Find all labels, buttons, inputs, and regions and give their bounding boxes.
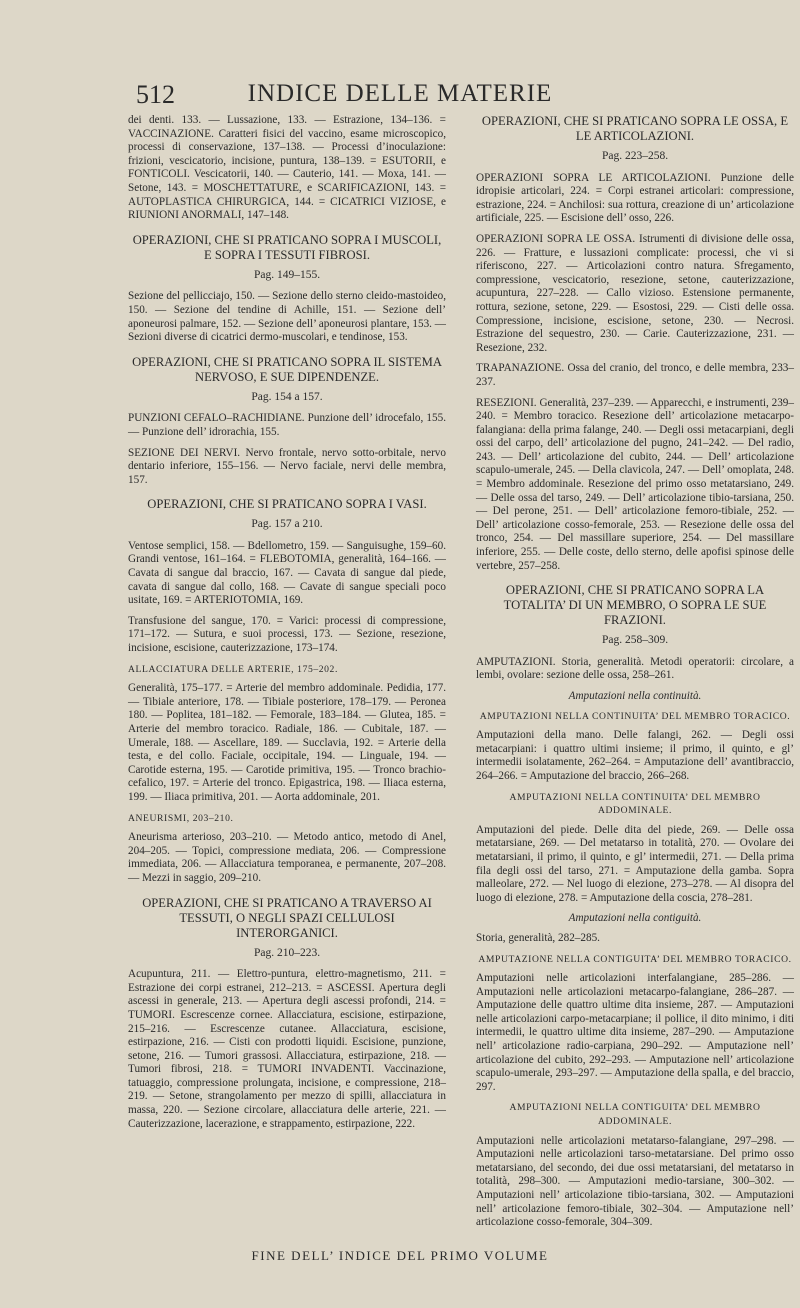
paragraph: AMPUTAZIONI. Storia, generalità. Metodi operatorii: circolare, a lembi, ovolare: sezione delle ossa, 258–261. xyxy=(476,655,794,682)
section-title: OPERAZIONI, CHE SI PRATICANO A TRAVERSO AI TESSUTI, O NEGLI SPAZI CELLULOSI INTERORGANICI. xyxy=(142,895,432,940)
paragraph: Generalità, 175–177. = Arterie del membro addominale. Pedidia, 177. — Tibiale anteriore, 178. — Tibiale posteriore, 178–179. — Peronea 180. — Poplitea, 181–182. — Femorale, 183–184. — Glutea, 185. = Arterie del membro toracico. Radiale, 186. — Cubitale, 187. — Umerale, 188. — Ascellare, 189. — Succlavia, 192. = Arterie della testa, e del collo. Faciale, occipitale, 194. — Linguale, 194. — Carotide esterna, 195. — Carotide primitiva, 195. — Tronco brachio-cefalico, 197. = Arterie del tronco. Epigastrica, 198. — Iliaca esterna, 199. — Iliaca primitiva, 201. — Aorta addominale, 201. xyxy=(128,682,446,803)
paragraph: Aneurisma arterioso, 203–210. — Metodo antico, metodo di Anel, 204–205. — Topici, compressione mediata, 206. — Compressione immediata, 206. — Allacciatura temporanea, e permanente, 207–208. — Mezzi in saggio, 209–210. xyxy=(128,831,446,884)
subsection-heading: Amputazioni nella continuità. xyxy=(568,690,702,702)
paragraph: Storia, generalità, 282–285. xyxy=(476,931,600,944)
section-pages: Pag. 149–155. xyxy=(253,268,321,281)
paragraph: Amputazioni nelle articolazioni metatarso-falangiane, 297–298. — Amputazioni nelle articolazioni tarso-metatarsiane. Del primo osso metatarsiano, del secondo, dei due ossi metatarsiani, del metatarso in totalità, 298–300. — Amputazioni medio-tarsiane, 300–302. — Amputazioni nell’ articolazione tibio-tarsiana, 302. — Amputazioni nell’ articolazione femoro-tibiale, 302–304. — Amputazione nell’ articolazione cosso-femorale, 304–309. xyxy=(476,1134,794,1229)
paragraph: RESEZIONI. Generalità, 237–239. — Apparecchi, e instrumenti, 239–240. = Membro toracico. Resezione dell’ articolazione metacarpo-falangiana: della prima falange, 240. — Degli ossi metacarpiani, degli ossi del carpo, dell’ articolazione del pugno, 241–242. — Del radio, 243. — Dell’ articolazione del cubito, 244. — Dell’ articolazione scapulo-umerale, 245. — Della clavicola, 247. — Dell’ omoplata, 248. = Membro addominale. Resezione del primo osso metatarsiano, 249. — Delle ossa del tarso, 249. — Dell’ articolazione tibio-tarsiana, 250. — Del perone, 251. — Dell’ articolazione femoro-tibiale, 252. — Dell’ articolazione cosso-femorale, 253. — Resezione delle ossa del tronco, 254. — Del massillare superiore, 254. — Del massillare inferiore, 255. — Delle coste, dello sterno, delle apofisi spinose delle vertebre, 257–258. xyxy=(476,396,794,572)
paragraph: TRAPANAZIONE. Ossa del cranio, del tronco, e delle membra, 233–237. xyxy=(476,362,794,388)
subsection-heading: AMPUTAZIONE NELLA CONTIGUITA’ DEL MEMBRO TORACICO. xyxy=(478,953,792,965)
left-column xyxy=(128,114,446,1138)
section-pages: Pag. 210–223. xyxy=(253,946,321,959)
paragraph: Amputazioni del piede. Delle dita del piede, 269. — Delle ossa metatarsiane, 269. — Del metatarso in totalità, 270. — Ovolare dei metatarsiani, il primo, il quinto, e gl’ intermedii, 271. — Della prima fila degli ossi del tarso, 271. = Amputazione della gamba. Sopra malleolare, 272. — Nel luogo di elezione, 273–278. — Al disopra del luogo di elezione, 278. = Amputazione della coscia, 278–281. xyxy=(476,823,794,904)
section-title: OPERAZIONI, CHE SI PRATICANO SOPRA LA TOTALITA’ DI UN MEMBRO, O SOPRA LE SUE FRAZIONI. xyxy=(503,583,767,628)
subsection-heading: AMPUTAZIONI NELLA CONTINUITA’ DEL MEMBRO TORACICO. xyxy=(479,710,791,722)
paragraph: Ventose semplici, 158. — Bdellometro, 159. — Sanguisughe, 159–60. Grandi ventose, 161–164. = FLEBOTOMIA, generalità, 164–166. — Cavata di sangue dal braccio, 167. — Cavata di sangue dal piede, cavata di sangue dal collo, 168. — Cavate di sangue speciali poco usitate, 169. = ARTERIOTOMIA, 169. xyxy=(128,539,446,607)
subsection-heading: ANEURISMI, 203–210. xyxy=(128,812,234,824)
paragraph: PUNZIONI CEFALO–RACHIDIANE. Punzione dell’ idrocefalo, 155. — Punzione dell’ idrorachia, 155. xyxy=(128,412,446,438)
paragraph: Transfusione del sangue, 170. = Varici: processi di compressione, 171–172. — Sutura, e suoi processi, 173. — Sezione, resezione, incisione, escisione, cauterizzazione, 173–174. xyxy=(128,614,446,655)
section-title: OPERAZIONI, CHE SI PRATICANO SOPRA IL SISTEMA NERVOSO, E SUE DIPENDENZE. xyxy=(132,354,442,384)
section-pages: Pag. 258–309. xyxy=(601,634,669,647)
subsection-heading: ALLACCIATURA DELLE ARTERIE, 175–202. xyxy=(128,663,338,675)
section-pages: Pag. 154 a 157. xyxy=(251,390,323,403)
section-pages: Pag. 157 a 210. xyxy=(251,518,323,531)
section-title: OPERAZIONI, CHE SI PRATICANO SOPRA I MUSCOLI, E SOPRA I TESSUTI FIBROSI. xyxy=(132,232,442,262)
paragraph: OPERAZIONI SOPRA LE OSSA. Istrumenti di divisione delle ossa, 226. — Fratture, e lussazioni complicate: processi, che vi si riferiscono, 227. — Articolazioni contro natura. Sfregamento, compressione, vescicatorio, resezione, setone, cauterizzazione, acupuntura, 227–228. — Callo vizioso. Estensione permanente, rottura, sezione, setone, 229. — Esostosi, 229. — Cisti delle ossa. Compressione, incisione, escisione, setone, 230. — Necrosi. Estrazione del sequestro, 230. — Carie. Cauterizzazione, 231. — Resezione, 232. xyxy=(476,232,794,354)
section-pages: Pag. 223–258. xyxy=(601,150,669,162)
paragraph: Amputazioni della mano. Delle falangi, 262. — Degli ossi metacarpiani: i quattro ultimi insieme; il primo, il quinto, e gl’ intermedii isolatamente, 262–264. = Amputazione dell’ avantibraccio, 264–266. = Amputazione del braccio, 266–268. xyxy=(476,729,794,782)
paragraph: dei denti. 133. — Lussazione, 133. — Estrazione, 134–136. = VACCINAZIONE. Caratteri fisici del vaccino, esame microscopico, processi di conservazione, 137–138. — Processi d’inoculazione: frizioni, vescicatorio, incisione, puntura, 138–139. = ESUTORII, e FONTICOLI. Vescicatorii, 140. — Cauterio, 141. — Moxa, 141. — Setone, 143. = MOSCHETTATURE, e SCARIFICAZIONI, 143. = AUTOPLASTICA CHIRURGICA, 144. = CICATRICI VIZIOSE, e RIUNIONI ANORMALI, 147–148. xyxy=(128,114,446,222)
subsection-heading: Amputazioni nella contiguità. xyxy=(568,912,702,925)
paragraph: OPERAZIONI SOPRA LE ARTICOLAZIONI. Punzione delle idropisie articolari, 224. = Corpi estranei articolari: compressione, estrazione, 224. = Anchilosi: sua rottura, creazione di un’ articolazione artificiale, 225. — Escisione dell’ osso, 226. xyxy=(476,171,794,225)
paragraph: Amputazioni nelle articolazioni interfalangiane, 285–286. — Amputazioni nelle articolazioni metacarpo-falangiane, 286–287. — Amputazione delle quattro ultime dita insieme, 287. — Amputazioni nelle articolazioni carpo-metacarpiane; il pollice, il dito minimo, i diti intermedii, le quattro ultime dita insieme, 287–290. — Amputazione nell’ articolazione radio-carpiana, 290–292. — Amputazione nell’ articolazione del cubito, 292–293. — Amputazione nell’ articolazione scapulo-umerale, 293–297. — Amputazione della spalla, e del braccio, 297. xyxy=(476,972,794,1093)
section-title: OPERAZIONI, CHE SI PRATICANO SOPRA I VASI. xyxy=(147,497,427,512)
running-title: INDICE DELLE MATERIE xyxy=(247,80,553,107)
page-footer: FINE DELL’ INDICE DEL PRIMO VOLUME xyxy=(251,1248,549,1263)
paragraph: SEZIONE DEI NERVI. Nervo frontale, nervo sotto-orbitale, nervo dentario inferiore, 155–156. — Nervo faciale, nervi delle membra, 157. xyxy=(128,446,446,486)
paragraph: Sezione del pellicciajo, 150. — Sezione dello sterno cleido-mastoideo, 150. — Sezione del tendine di Achille, 151. — Sezione dell’ aponeurosi palmare, 152. — Sezione dell’ aponeurosi plantare, 153. — Sezioni diverse di cicatrici dermo-muscolari, e tendinose, 153. xyxy=(128,290,446,344)
page-number: 512 xyxy=(136,80,175,109)
subsection-heading: AMPUTAZIONI NELLA CONTIGUITA’ DEL MEMBRO ADDOMINALE. xyxy=(509,1102,761,1128)
section-title: OPERAZIONI, CHE SI PRATICANO SOPRA LE OSSA, E LE ARTICOLAZIONI. xyxy=(481,114,789,143)
paragraph: Acupuntura, 211. — Elettro-puntura, elettro-magnetismo, 211. = Estrazione dei corpi estranei, 212–213. = ASCESSI. Apertura degli ascessi in generale, 213. — Apertura degli ascessi profondi, 214. = TUMORI. Escrescenze cornee. Allacciatura, escisione, estirpazione, 215–216. — Escrescenze cutanee. Allacciatura, escisione, estirpazione, 216. — Cisti con prodotti liquidi. Escisione, punzione, setone, 216. — Tumori grassosi. Allacciatura, estirpazione, 218. — Tumori fibrosi, 218. = TUMORI INVADENTI. Vaccinazione, tatuaggio, compressione prolungata, incisione, e compressione, 218–219. — Setone, strangolamento per mezzo di spilli, allacciatura in massa, 220. — Sezione circolare, allacciatura delle arterie, 221. — Cauterizzazione, lacerazione, e strappamento, estirpazione, 222. xyxy=(128,968,446,1130)
subsection-heading: AMPUTAZIONI NELLA CONTINUITA’ DEL MEMBRO ADDOMINALE. xyxy=(509,791,761,817)
right-column xyxy=(476,114,794,1237)
page-header xyxy=(0,80,800,110)
